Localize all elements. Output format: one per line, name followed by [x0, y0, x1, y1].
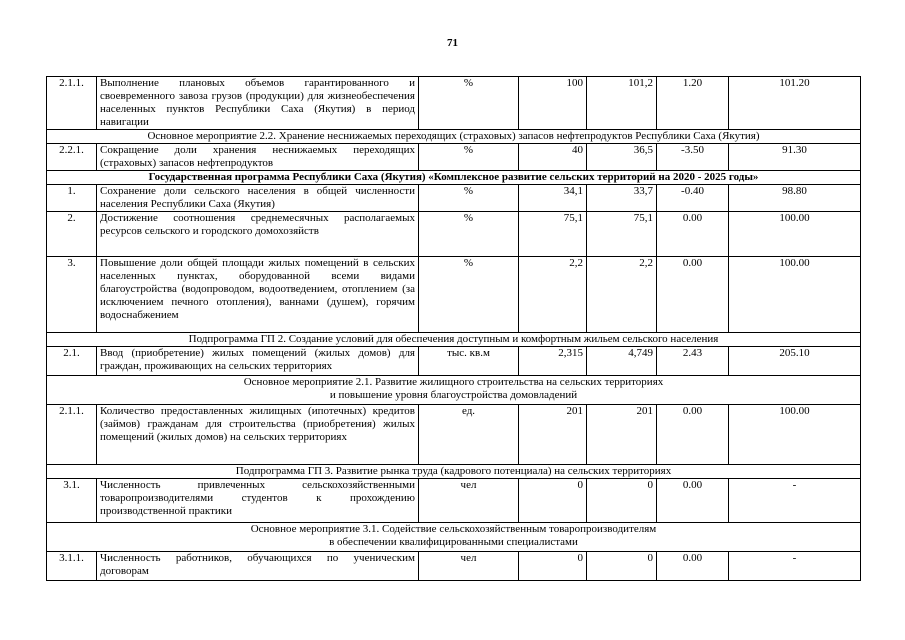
- deviation-value: 0.00: [657, 552, 729, 581]
- table-row: [47, 347, 861, 376]
- section-title-line-2: и повышение уровня благоустройства домовладений: [329, 389, 578, 401]
- table-row: [47, 257, 861, 333]
- unit-of-measure: %: [419, 77, 519, 130]
- section-title: Подпрограмма ГП 3. Развитие рынка труда (кадрового потенциала) на сельских территориях: [47, 465, 861, 479]
- indicator-name: Выполнение плановых объемов гарантированного и своевременного завоза грузов (продукции) для жизнеобеспечения населенных пунктов Республики Саха (Якутия) в период навигации: [97, 77, 419, 130]
- unit-of-measure: чел: [419, 552, 519, 581]
- plan-value: 201: [519, 405, 587, 465]
- fact-value: 2,2: [587, 257, 657, 333]
- unit-of-measure: %: [419, 185, 519, 212]
- deviation-value: 0.00: [657, 257, 729, 333]
- completion-percent: 205.10: [729, 347, 861, 376]
- section-title-line-2: в обеспечении квалифицированными специалистами: [329, 536, 578, 548]
- deviation-value: 0.00: [657, 405, 729, 465]
- section-title: Основное мероприятие 2.2. Хранение неснижаемых переходящих (страховых) запасов нефтепродуктов Республики Саха (Якутия): [47, 130, 861, 144]
- plan-value: 100: [519, 77, 587, 130]
- unit-of-measure: ед.: [419, 405, 519, 465]
- plan-value: 0: [519, 479, 587, 523]
- plan-value: 0: [519, 552, 587, 581]
- indicator-name: Повышение доли общей площади жилых помещений в сельских населенных пунктах, оборудованной всеми видами благоустройства (водопроводом, водоотведением, отоплением (за исключением печного отопления), ваннами (душем), горячим водоснабжением: [97, 257, 419, 333]
- completion-percent: 100.00: [729, 212, 861, 257]
- fact-value: 33,7: [587, 185, 657, 212]
- indicator-name: Численность работников, обучающихся по ученическим договорам: [97, 552, 419, 581]
- fact-value: 75,1: [587, 212, 657, 257]
- plan-value: 75,1: [519, 212, 587, 257]
- deviation-value: 1.20: [657, 77, 729, 130]
- section-title: Государственная программа Республики Саха (Якутия) «Комплексное развитие сельских территорий на 2020 - 2025 годы»: [47, 171, 861, 185]
- table-row: [47, 479, 861, 523]
- section-header-row: [47, 376, 861, 405]
- table-row: [47, 552, 861, 581]
- fact-value: 4,749: [587, 347, 657, 376]
- row-number: 2.2.1.: [47, 144, 97, 171]
- fact-value: 201: [587, 405, 657, 465]
- section-title: Подпрограмма ГП 2. Создание условий для обеспечения доступным и комфортным жильем сельского населения: [47, 333, 861, 347]
- section-header-row: [47, 130, 861, 144]
- fact-value: 0: [587, 479, 657, 523]
- deviation-value: 0.00: [657, 212, 729, 257]
- section-header-row: [47, 523, 861, 552]
- plan-value: 34,1: [519, 185, 587, 212]
- row-number: 2.1.1.: [47, 77, 97, 130]
- completion-percent: 101.20: [729, 77, 861, 130]
- deviation-value: -0.40: [657, 185, 729, 212]
- page-number: 71: [447, 37, 458, 49]
- row-number: 2.1.1.: [47, 405, 97, 465]
- row-number: 2.: [47, 212, 97, 257]
- indicator-name: Численность привлеченных сельскохозяйственными товаропроизводителями студентов к прохождению производственной практики: [97, 479, 419, 523]
- section-header-row: [47, 465, 861, 479]
- section-title: [47, 523, 861, 552]
- fact-value: 0: [587, 552, 657, 581]
- row-number: 3.1.: [47, 479, 97, 523]
- completion-percent: 98.80: [729, 185, 861, 212]
- deviation-value: -3.50: [657, 144, 729, 171]
- table-row: [47, 212, 861, 257]
- table-row: [47, 77, 861, 130]
- section-header-row: [47, 333, 861, 347]
- section-header-row: [47, 171, 861, 185]
- plan-value: 2,2: [519, 257, 587, 333]
- indicator-name: Ввод (приобретение) жилых помещений (жилых домов) для граждан, проживающих на сельских территориях: [97, 347, 419, 376]
- section-title-line-1: Основное мероприятие 3.1. Содействие сельскохозяйственным товаропроизводителям: [250, 523, 657, 535]
- indicator-name: Количество предоставленных жилищных (ипотечных) кредитов (займов) гражданам для строительства (приобретения) жилых помещений (жилых домов) на сельских территориях: [97, 405, 419, 465]
- deviation-value: 2.43: [657, 347, 729, 376]
- unit-of-measure: %: [419, 144, 519, 171]
- fact-value: 36,5: [587, 144, 657, 171]
- deviation-value: 0.00: [657, 479, 729, 523]
- row-number: 3.: [47, 257, 97, 333]
- completion-percent: 100.00: [729, 405, 861, 465]
- table-body: [47, 77, 861, 581]
- indicator-name: Достижение соотношения среднемесячных располагаемых ресурсов сельского и городского домохозяйств: [97, 212, 419, 257]
- row-number: 1.: [47, 185, 97, 212]
- indicators-table: [46, 76, 861, 581]
- completion-percent: -: [729, 479, 861, 523]
- unit-of-measure: %: [419, 212, 519, 257]
- row-number: 2.1.: [47, 347, 97, 376]
- fact-value: 101,2: [587, 77, 657, 130]
- completion-percent: 100.00: [729, 257, 861, 333]
- completion-percent: -: [729, 552, 861, 581]
- plan-value: 40: [519, 144, 587, 171]
- indicator-name: Сокращение доли хранения неснижаемых переходящих (страховых) запасов нефтепродуктов: [97, 144, 419, 171]
- table-row: [47, 405, 861, 465]
- unit-of-measure: чел: [419, 479, 519, 523]
- table-row: [47, 144, 861, 171]
- plan-value: 2,315: [519, 347, 587, 376]
- completion-percent: 91.30: [729, 144, 861, 171]
- section-title-line-1: Основное мероприятие 2.1. Развитие жилищного строительства на сельских территориях: [243, 376, 664, 388]
- unit-of-measure: тыс. кв.м: [419, 347, 519, 376]
- row-number: 3.1.1.: [47, 552, 97, 581]
- table-row: [47, 185, 861, 212]
- indicator-name: Сохранение доли сельского населения в общей численности населения Республики Саха (Якутия): [97, 185, 419, 212]
- section-title: [47, 376, 861, 405]
- unit-of-measure: %: [419, 257, 519, 333]
